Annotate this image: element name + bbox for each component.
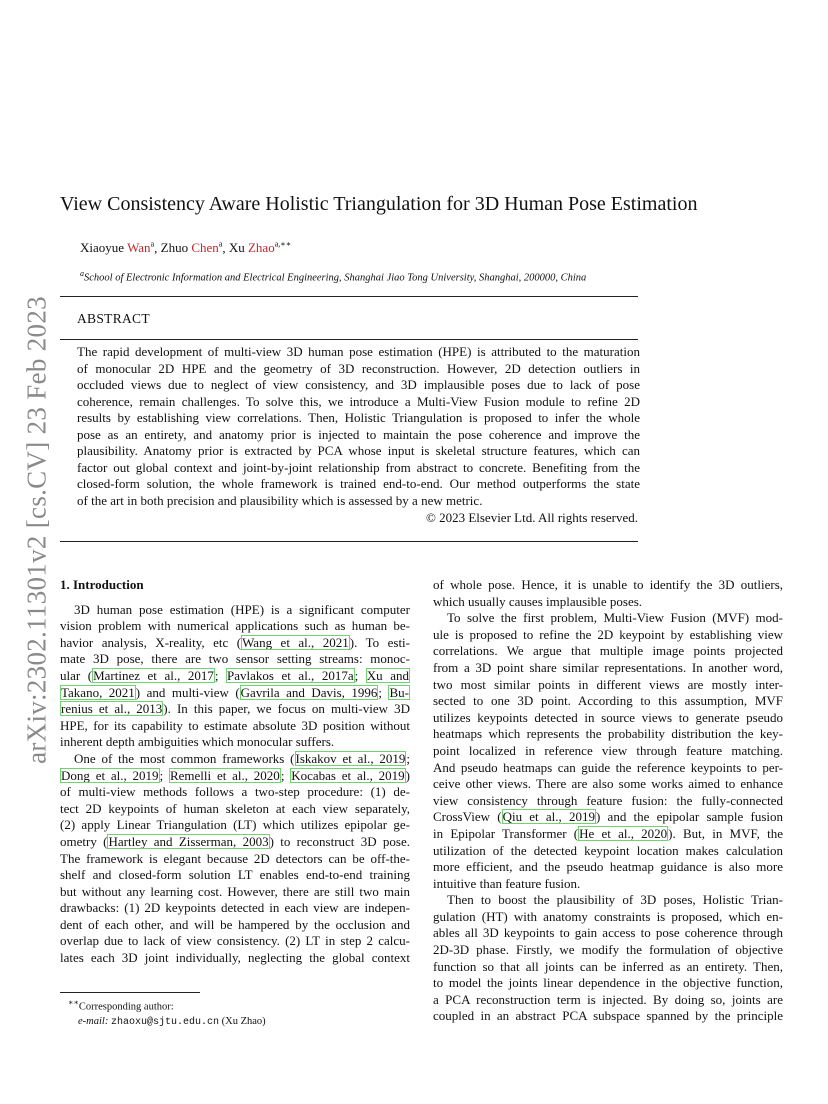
- text-line: [60, 768, 410, 785]
- text-line: [433, 809, 783, 826]
- text-line: [60, 618, 410, 635]
- text-run: ;: [354, 667, 366, 683]
- text-line: [60, 933, 410, 950]
- text-run: ) to reconstruct 3D pose.: [269, 833, 410, 849]
- text-run: utilization of the detected keypoint location makes calculation: [433, 842, 783, 858]
- text-run: lates each 3D joint individually, neglecting the global context: [60, 950, 410, 966]
- text-line: [433, 643, 783, 660]
- text-line: [60, 635, 410, 652]
- text-run: heatmaps which represents the probability distribution the key-: [433, 726, 783, 742]
- text-line: [60, 651, 410, 668]
- text-line: [433, 959, 783, 976]
- text-line: [60, 602, 410, 619]
- copyright-notice: © 2023 Elsevier Ltd. All rights reserved.: [425, 510, 638, 525]
- abstract-line: results by establishing view correlations. Then, Holistic Triangulation is proposed to infer the whole: [77, 410, 640, 425]
- abstract-heading: ABSTRACT: [77, 311, 150, 326]
- text-run: tect 2D keypoints of human skeleton at each view separately,: [60, 800, 410, 816]
- author-last-name[interactable]: Chen: [191, 240, 219, 256]
- text-run: The framework is elegant because 2D detectors can be off-the-: [60, 850, 410, 866]
- text-line: [433, 876, 783, 893]
- paper-title: View Consistency Aware Holistic Triangulation for 3D Human Pose Estimation: [60, 193, 698, 215]
- author-name: [80, 240, 154, 255]
- text-line: [433, 925, 783, 942]
- abstract-line: The rapid development of multi-view 3D human pose estimation (HPE) is attributed to the maturation: [77, 344, 640, 359]
- abstract-body: [77, 344, 640, 509]
- author-last-name[interactable]: Zhao: [247, 240, 275, 256]
- author-first-name: Zhuo: [160, 240, 192, 256]
- text-run: And pseudo heatmaps can guide the reference keypoints to per-: [433, 759, 783, 775]
- author-first-name: Xu: [228, 240, 248, 256]
- text-run: 3D human pose estimation (HPE) is a significant computer: [74, 601, 410, 617]
- text-run: drawbacks: (1) 2D keypoints detected in each view are indepen-: [60, 900, 410, 916]
- text-run: coupled in an abstract PCA subspace spanned by the principle: [433, 1008, 783, 1024]
- arxiv-sidebar: [0, 0, 60, 1104]
- text-line: [433, 710, 783, 727]
- text-run: ule is proposed to refine the 2D keypoint by establishing view: [433, 626, 783, 642]
- author-affiliation-mark: a: [150, 240, 155, 249]
- text-line: [433, 693, 783, 710]
- text-run: ;: [214, 667, 227, 683]
- citation-link[interactable]: Martinez et al., 2017: [93, 667, 214, 683]
- text-run: CrossView (: [433, 809, 502, 825]
- text-line: [60, 900, 410, 917]
- text-line: [433, 1008, 783, 1025]
- text-line: [60, 950, 410, 967]
- text-line: [433, 743, 783, 760]
- citation-link[interactable]: Bu-: [389, 684, 409, 700]
- abstract-line: plausibility. Anatomy prior is extracted by PCA whose input is skeletal structure features, which can: [77, 443, 640, 458]
- citation-link[interactable]: Pavlakos et al., 2017a: [227, 667, 354, 683]
- footnote-label: Corresponding author:: [78, 1001, 174, 1013]
- citation-link[interactable]: Iskakov et al., 2019: [295, 750, 406, 766]
- text-line: [433, 909, 783, 926]
- author-name: [229, 240, 291, 255]
- text-line: [60, 701, 410, 718]
- text-line: [60, 917, 410, 934]
- text-run: ;: [406, 750, 411, 766]
- text-run: but without any learning cost. However, there are still two main: [60, 883, 410, 899]
- text-run: which usually causes implausible poses.: [433, 593, 643, 609]
- affiliation: [80, 269, 586, 284]
- text-line: [433, 942, 783, 959]
- citation-link[interactable]: Xu and: [366, 667, 409, 683]
- text-line: [433, 610, 783, 627]
- text-run: ;: [159, 767, 169, 783]
- text-run: point localized in reference view through feature matching.: [433, 742, 783, 758]
- citation-link[interactable]: renius et al., 2013: [61, 701, 163, 717]
- abstract-line: factor out global context and joint-by-joint relationship from abstract to concrete. Benefiting from the: [77, 459, 640, 475]
- spacer: [60, 594, 410, 602]
- text-run: a PCA reconstruction term is injected. By doing so, joints are: [433, 991, 783, 1007]
- author-affiliation-mark: a,∗∗: [274, 240, 292, 249]
- author-last-name[interactable]: Wan: [127, 240, 151, 256]
- text-run: ometry (: [60, 833, 108, 849]
- text-line: [60, 685, 410, 702]
- text-run: ). To esti-: [349, 634, 410, 650]
- text-run: shelf and closed-form solution LT enables end-to-end training: [60, 867, 410, 883]
- text-run: 2D-3D phase. Firstly, we modify the formulation of objective: [433, 942, 783, 958]
- text-line: [60, 734, 410, 751]
- text-run: of whole pose. Hence, it is unable to identify the 3D outliers,: [433, 577, 783, 592]
- text-line: [60, 784, 410, 801]
- text-line: [433, 859, 783, 876]
- text-line: [60, 668, 410, 685]
- divider-bottom: [60, 541, 638, 542]
- footnote-mark: ∗∗: [68, 998, 79, 1007]
- footnote-divider: [60, 992, 200, 993]
- text-run: ;: [280, 767, 291, 783]
- text-line: [60, 751, 410, 768]
- citation-link[interactable]: Hartley and Zisserman, 2003: [108, 833, 269, 849]
- text-run: correlations. We argue that multiple image points projected: [433, 643, 783, 659]
- text-run: havior analysis, X-reality, etc (: [60, 634, 242, 650]
- text-run: gulation (HT) with anatomy constraints is proposed, which en-: [433, 908, 783, 924]
- text-line: [60, 884, 410, 901]
- text-run: view consistency through feature fusion: the fully-connected: [433, 792, 783, 808]
- text-run: from a 3D point share similar representations. In another word,: [433, 659, 783, 675]
- left-column: [60, 577, 410, 967]
- text-run: ): [405, 767, 410, 783]
- text-line: [60, 851, 410, 868]
- text-run: vision problem with numerical applications such as human be-: [60, 618, 410, 634]
- text-run: ). In this paper, we focus on multi-view 3D: [163, 701, 410, 717]
- text-run: inherent depth ambiguities which monocular suffers.: [60, 734, 335, 750]
- text-run: HPE, for its capability to estimate absolute 3D position without: [60, 717, 410, 733]
- affiliation-text: School of Electronic Information and Electrical Engineering, Shanghai Jiao Tong University, Shanghai, 200000, China: [84, 272, 587, 284]
- text-line: [433, 776, 783, 793]
- text-line: [60, 801, 410, 818]
- text-line: [60, 834, 410, 851]
- text-run: ular (: [60, 667, 93, 683]
- citation-link[interactable]: Wang et al., 2021: [242, 634, 349, 650]
- text-line: [433, 660, 783, 677]
- text-line: [60, 867, 410, 884]
- text-run: of multi-view methods follows a two-step procedure: (1) de-: [60, 784, 410, 800]
- right-column: [433, 577, 783, 1025]
- text-line: [433, 826, 783, 843]
- text-run: utilizes keypoints detected in source views to generate pseudo: [433, 709, 783, 725]
- citation-link[interactable]: Gavrila and Davis, 1996: [240, 684, 378, 700]
- divider-abstract: [60, 339, 638, 340]
- text-line: [433, 760, 783, 777]
- divider-top: [60, 296, 638, 297]
- citation-link[interactable]: Dong et al., 2019: [61, 767, 159, 783]
- email-label: e-mail:: [78, 1015, 109, 1027]
- email-owner: (Xu Zhao): [221, 1015, 266, 1027]
- text-line: [433, 843, 783, 860]
- section-heading: 1. Introduction: [60, 577, 144, 592]
- text-run: in Epipolar Transformer (: [433, 825, 579, 841]
- text-run: ) and the epipolar sample fusion: [596, 809, 784, 825]
- citation-link[interactable]: Qiu et al., 2019: [502, 809, 595, 825]
- text-run: ;: [378, 684, 389, 700]
- text-line: [433, 594, 783, 611]
- text-run: ). But, in MVF, the: [668, 825, 784, 841]
- abstract-line: occluded views due to neglect of view consistency, and 3D implausible poses due to lack of pose: [77, 377, 640, 392]
- text-run: two most similar points in different views are mostly inter-: [433, 676, 783, 692]
- text-line: [433, 975, 783, 992]
- text-line: [433, 992, 783, 1009]
- author-name: [161, 240, 223, 255]
- text-run: mate 3D pose, there are two sensor setting streams: monoc-: [60, 651, 410, 667]
- author-affiliation-mark: a: [218, 240, 223, 249]
- text-run: ) and multi-view (: [135, 684, 240, 700]
- abstract-line: coherence, remain challenges. To solve this, we introduce a Multi-View Fusion module to refine 2D: [77, 393, 640, 409]
- text-line: [433, 793, 783, 810]
- text-run: intuitive than feature fusion.: [433, 875, 581, 891]
- text-line: [60, 718, 410, 735]
- text-run: ceive other views. There are also some works aimed to enhance: [433, 776, 783, 792]
- text-run: Then to boost the plausibility of 3D poses, Holistic Trian-: [447, 892, 783, 908]
- text-line: [60, 817, 410, 834]
- arxiv-identifier: arXiv:2302.11301v2 [cs.CV] 23 Feb 2023: [21, 296, 52, 764]
- text-run: function so that all joints can be inferred as an entirety. Then,: [433, 958, 783, 974]
- abstract-line: of the art in both precision and plausibility which is assessed by a new metric.: [77, 492, 483, 508]
- text-line: [433, 677, 783, 694]
- email-address[interactable]: zhaoxu@sjtu.edu.cn: [110, 1016, 219, 1028]
- citation-link[interactable]: Remelli et al., 2020: [169, 767, 280, 783]
- text-line: [433, 726, 783, 743]
- text-run: To solve the first problem, Multi-View Fusion (MVF) mod-: [447, 610, 783, 626]
- text-line: [433, 627, 783, 644]
- abstract-line: closed-form solution, the whole framework is trained end-to-end. Our method outperforms the state: [77, 476, 640, 491]
- text-run: dent of each other, and will be hampered by the occlusion and: [60, 916, 410, 932]
- author-first-name: Xiaoyue: [80, 240, 128, 256]
- abstract-line: of monocular 2D HPE and the geometry of 3D reconstruction. However, 2D detection outliers in: [77, 360, 640, 376]
- text-run: One of the most common frameworks (: [74, 750, 295, 766]
- text-run: to model the joints linear dependence in the objective function,: [433, 975, 783, 991]
- text-run: sected to one 3D point. According to this assumption, MVF: [433, 693, 783, 709]
- citation-link[interactable]: He et al., 2020: [579, 825, 668, 841]
- affiliation-mark: a: [80, 269, 84, 278]
- citation-link[interactable]: Takano, 2021: [61, 684, 135, 700]
- text-run: (2) apply Linear Triangulation (LT) which utilizes epipolar ge-: [60, 817, 410, 833]
- text-run: ables all 3D keypoints to gain access to pose coherence through: [433, 925, 783, 941]
- text-run: more efficient, and the pseudo heatmap guidance is also more: [433, 859, 783, 875]
- text-run: overlap due to lack of view consistency. (2) LT in step 2 calcu-: [60, 933, 410, 949]
- text-line: [433, 892, 783, 909]
- author-list: Xiaoyue Wan$^a$, Zhuo Chen$^a$, Xu Zhao$^{a,∗∗}$: [80, 240, 292, 256]
- abstract-line: pose as an entirety, and anatomy prior is injected to maintain the pose coherence and improve the: [77, 426, 640, 442]
- citation-link[interactable]: Kocabas et al., 2019: [291, 767, 405, 783]
- footnote: [68, 996, 266, 1030]
- text-line: [433, 577, 783, 594]
